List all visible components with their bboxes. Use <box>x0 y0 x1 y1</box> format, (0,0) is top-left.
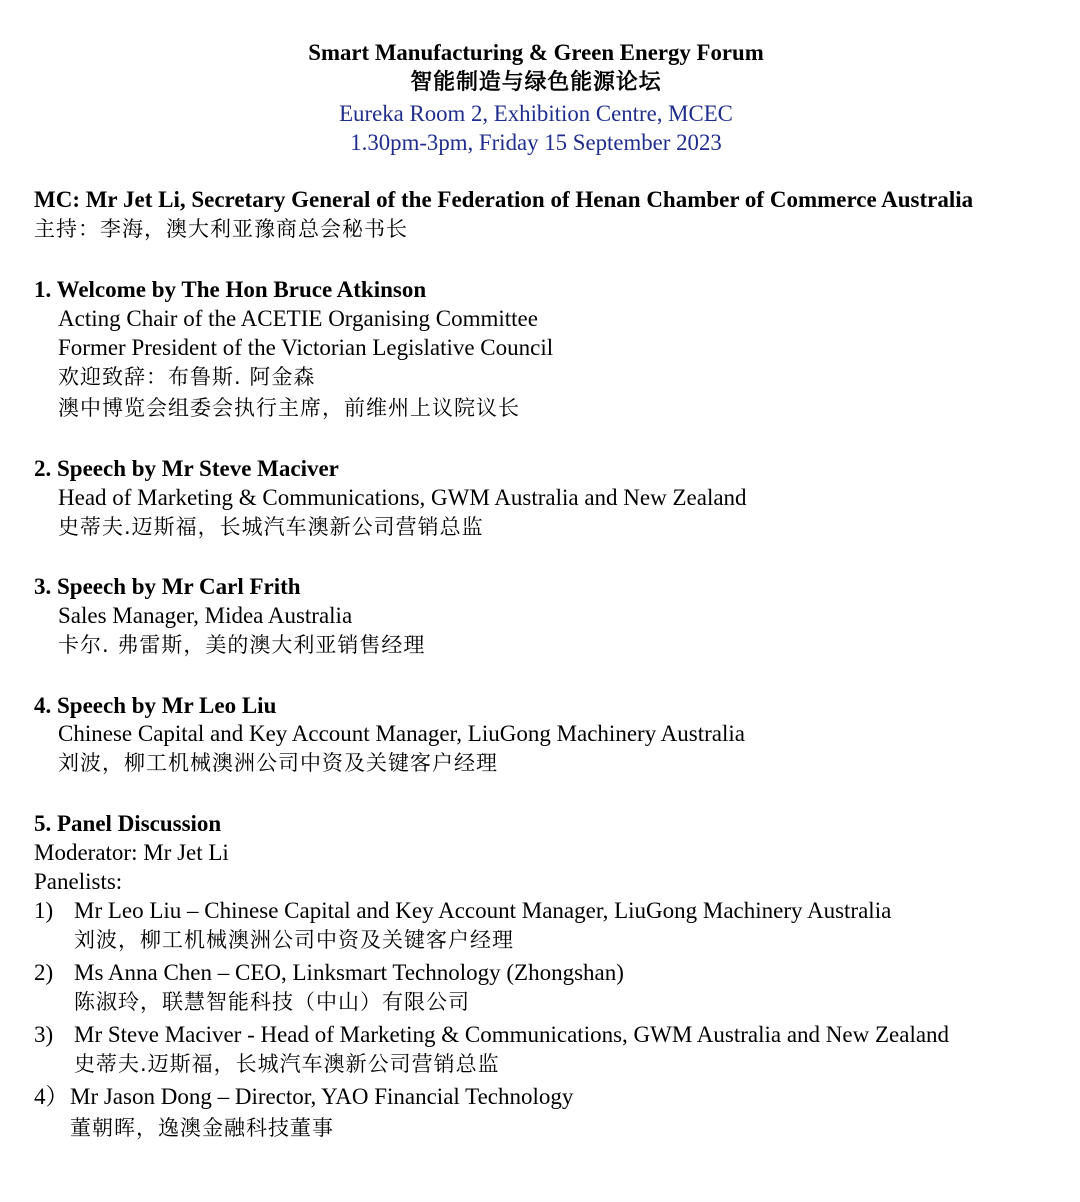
panelist-cn: 刘波，柳工机械澳洲公司中资及关键客户经理 <box>74 928 514 952</box>
item-line: Acting Chair of the ACETIE Organising Committee <box>58 306 538 331</box>
panelists-label: Panelists: <box>34 869 123 894</box>
event-time: 1.30pm-3pm, Friday 15 September 2023 <box>350 130 722 155</box>
item-line: 史蒂夫.迈斯福，长城汽车澳新公司营销总监 <box>58 515 484 539</box>
forum-title-en: Smart Manufacturing & Green Energy Forum <box>308 40 764 65</box>
panelist-cn: 史蒂夫.迈斯福，长城汽车澳新公司营销总监 <box>74 1052 500 1076</box>
panelist-en: Ms Anna Chen – CEO, Linksmart Technology (Zhongshan) <box>74 960 624 985</box>
item-line: Former President of the Victorian Legislative Council <box>58 335 554 360</box>
item-heading: 1. Welcome by The Hon Bruce Atkinson <box>34 277 427 302</box>
panelist-en: Mr Steve Maciver - Head of Marketing & Communications, GWM Australia and New Zealand <box>74 1022 950 1047</box>
panelist-number: 2) <box>34 960 54 985</box>
item-heading: 4. Speech by Mr Leo Liu <box>34 693 277 718</box>
panelist-en: Mr Leo Liu – Chinese Capital and Key Account Manager, LiuGong Machinery Australia <box>74 898 892 923</box>
item-heading: 2. Speech by Mr Steve Maciver <box>34 456 339 481</box>
panelist-number: 4） <box>34 1084 69 1109</box>
item-line: 欢迎致辞：布鲁斯. 阿金森 <box>58 365 316 389</box>
venue: Eureka Room 2, Exhibition Centre, MCEC <box>339 101 733 126</box>
panelist-en: Mr Jason Dong – Director, YAO Financial Technology <box>70 1084 574 1109</box>
panel-moderator: Moderator: Mr Jet Li <box>34 840 229 865</box>
item-heading: 3. Speech by Mr Carl Frith <box>34 574 301 599</box>
item-line: Head of Marketing & Communications, GWM Australia and New Zealand <box>58 485 747 510</box>
panelist-number: 3) <box>34 1022 54 1047</box>
forum-title-cn: 智能制造与绿色能源论坛 <box>410 70 662 95</box>
item-line: 澳中博览会组委会执行主席，前维州上议院议长 <box>58 396 520 420</box>
panelist-cn: 陈淑玲，联慧智能科技（中山）有限公司 <box>74 990 470 1014</box>
mc-en: MC: Mr Jet Li, Secretary General of the Federation of Henan Chamber of Commerce Australia <box>34 187 974 212</box>
item-line: 刘波，柳工机械澳洲公司中资及关键客户经理 <box>58 751 498 775</box>
item-line: Chinese Capital and Key Account Manager, LiuGong Machinery Australia <box>58 721 745 746</box>
mc-cn: 主持：李海，澳大利亚豫商总会秘书长 <box>34 217 408 241</box>
item-line: Sales Manager, Midea Australia <box>58 603 353 628</box>
panelist-cn: 董朝晖，逸澳金融科技董事 <box>70 1116 334 1140</box>
item-line: 卡尔. 弗雷斯，美的澳大利亚销售经理 <box>58 633 426 657</box>
panelist-number: 1) <box>34 898 54 923</box>
panel-heading: 5. Panel Discussion <box>34 811 222 836</box>
